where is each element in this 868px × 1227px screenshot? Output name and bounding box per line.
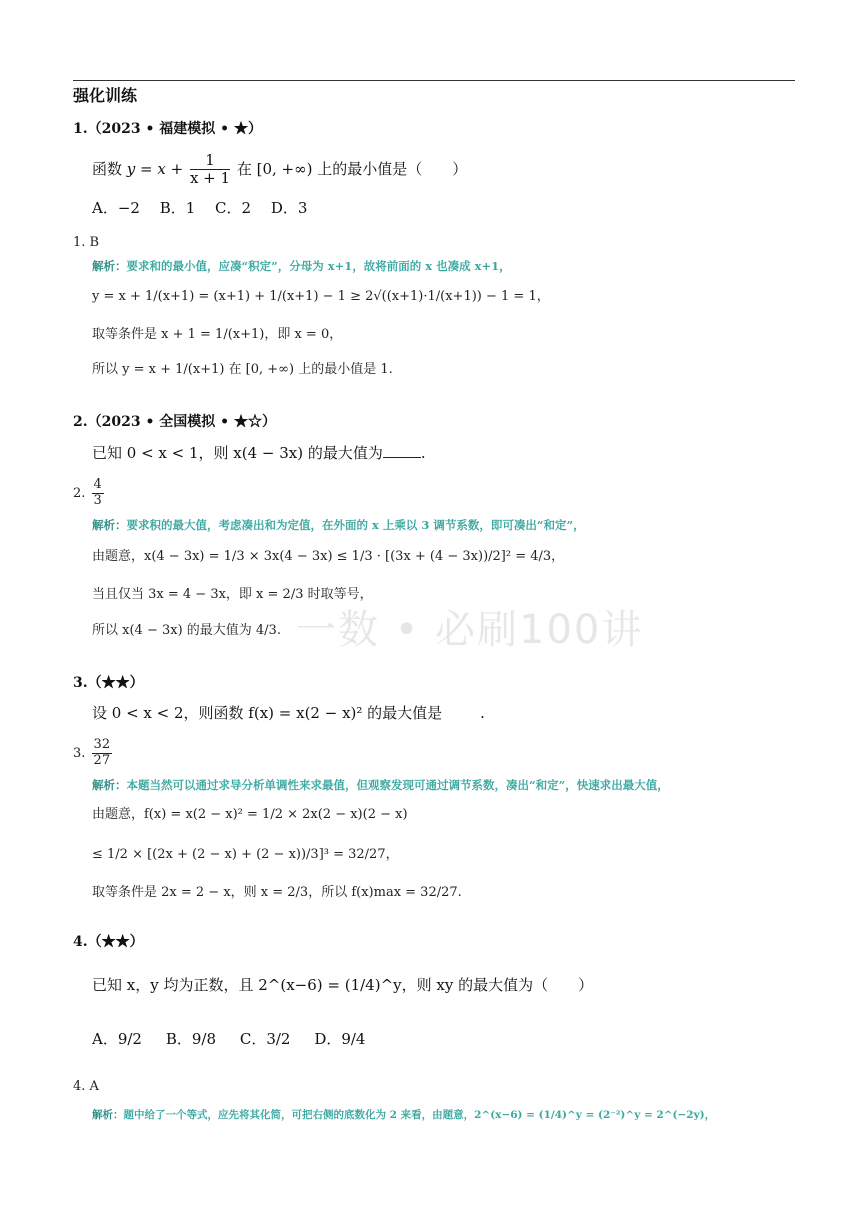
q4-option-a: A．9/2	[92, 1030, 142, 1048]
q4-stem: 已知 x，y 均为正数，且 2^(x−6) = (1/4)^y，则 xy 的最大值为（ ）	[92, 976, 594, 994]
q3-stem	[92, 706, 485, 721]
q3-explain-label: 解析：	[92, 778, 127, 792]
q1-answer: 1. B	[73, 235, 100, 250]
q4-explain	[92, 1110, 715, 1121]
q1-stem	[92, 152, 467, 188]
q1-stem-pre: 函数	[92, 159, 123, 178]
q2-answer-fraction	[92, 478, 104, 509]
q2-stem-end: .	[420, 444, 426, 462]
q3-stem-end: .	[480, 704, 485, 722]
q3-answer	[73, 738, 114, 769]
q4-options	[92, 1032, 365, 1047]
q1-explain-label: 解析：	[92, 259, 127, 273]
q4-header: 4.（★★）	[73, 934, 144, 950]
q3-stem-text: 设 0 < x < 2，则函数 f(x) = x(2 − x)² 的最大值是	[92, 704, 443, 722]
q4-option-b: B．9/8	[165, 1030, 216, 1048]
q1-header: 1.（2023 • 福建模拟 • ★）	[73, 121, 262, 137]
q3-line3: ≤ 1/2 × [(2x + (2 − x) + (2 − x))/3]³ = 32/27，	[92, 847, 399, 862]
q2-explain-label: 解析：	[92, 518, 127, 532]
watermark: 一数 • 必刷100讲	[296, 607, 644, 653]
q2-line3: 当且仅当 3x = 4 − 3x，即 x = 2/3 时取等号，	[92, 587, 373, 602]
section-title: 强化训练	[73, 86, 138, 105]
q1-line4: 所以 y = x + 1/(x+1) 在 [0, +∞) 上的最小值是 1.	[92, 362, 393, 377]
q1-line3: 取等条件是 x + 1 = 1/(x+1)，即 x = 0，	[92, 327, 343, 342]
q3-answer-blank	[442, 706, 480, 718]
q2-stem	[92, 445, 426, 461]
top-rule	[73, 80, 795, 81]
q2-stem-text: 已知 0 < x < 1，则 x(4 − 3x) 的最大值为	[92, 444, 383, 462]
q2-line2: 由题意，x(4 − 3x) = 1/3 × 3x(4 − 3x) ≤ 1/3 · [(3x + (4 − 3x))/2]² = 4/3，	[92, 549, 565, 564]
q1-explain-text: 要求和的最小值，应凑“积定”，分母为 x+1，故将前面的 x 也凑成 x+1，	[126, 259, 511, 273]
q2-header: 2.（2023 • 全国模拟 • ★☆）	[73, 414, 276, 430]
q3-line2: 由题意，f(x) = x(2 − x)² = 1/2 × 2x(2 − x)(2 − x)	[92, 807, 408, 822]
q2-line4: 所以 x(4 − 3x) 的最大值为 4/3.	[92, 623, 281, 638]
q1-stem-post: 在 [0, +∞) 上的最小值是（ ）	[236, 159, 468, 178]
q1-stem-fraction	[190, 152, 230, 188]
q3-answer-den: 27	[93, 752, 111, 768]
q3-explain	[92, 780, 669, 792]
q2-explain	[92, 520, 585, 532]
q1-frac-num: 1	[190, 152, 230, 170]
q2-explain-text: 要求积的最大值，考虑凑出和为定值，在外面的 x 上乘以 3 调节系数，即可凑出“和定”，	[126, 518, 585, 532]
q2-answer	[73, 478, 106, 509]
q3-explain-text: 本题当然可以通过求导分析单调性来求最值，但观察发现可通过调节系数，凑出“和定”，快速求出最大值，	[126, 778, 669, 792]
q2-answer-num: 4	[93, 477, 102, 492]
q1-frac-den: x + 1	[189, 169, 231, 188]
q2-answer-den: 3	[93, 492, 102, 508]
q3-line4: 取等条件是 2x = 2 − x，则 x = 2/3，所以 f(x)max = 32/27.	[92, 885, 462, 900]
q3-answer-fraction	[92, 738, 113, 769]
q1-explain	[92, 261, 511, 273]
q4-answer: 4. A	[73, 1079, 99, 1094]
q4-option-c: C．3/2	[239, 1030, 291, 1048]
q4-option-d: D．9/4	[314, 1030, 366, 1048]
q2-answer-blank	[383, 445, 421, 458]
q1-options: A．−2 B．1 C．2 D．3	[92, 199, 308, 217]
q4-explain-text: 题中给了一个等式，应先将其化简，可把右侧的底数化为 2 来看，由题意，2^(x−6) = (1/4)^y = (2⁻²)^y = 2^(−2y)，	[123, 1109, 716, 1121]
q3-answer-prefix: 3.	[73, 745, 86, 761]
q3-answer-num: 32	[93, 737, 111, 752]
q3-header: 3.（★★）	[73, 675, 144, 691]
q1-stem-func: y = x +	[126, 159, 184, 178]
q1-line2: y = x + 1/(x+1) = (x+1) + 1/(x+1) − 1 ≥ 2√((x+1)·1/(x+1)) − 1 = 1，	[92, 289, 550, 304]
q4-explain-label: 解析：	[92, 1109, 124, 1121]
q2-answer-prefix: 2.	[73, 485, 86, 501]
